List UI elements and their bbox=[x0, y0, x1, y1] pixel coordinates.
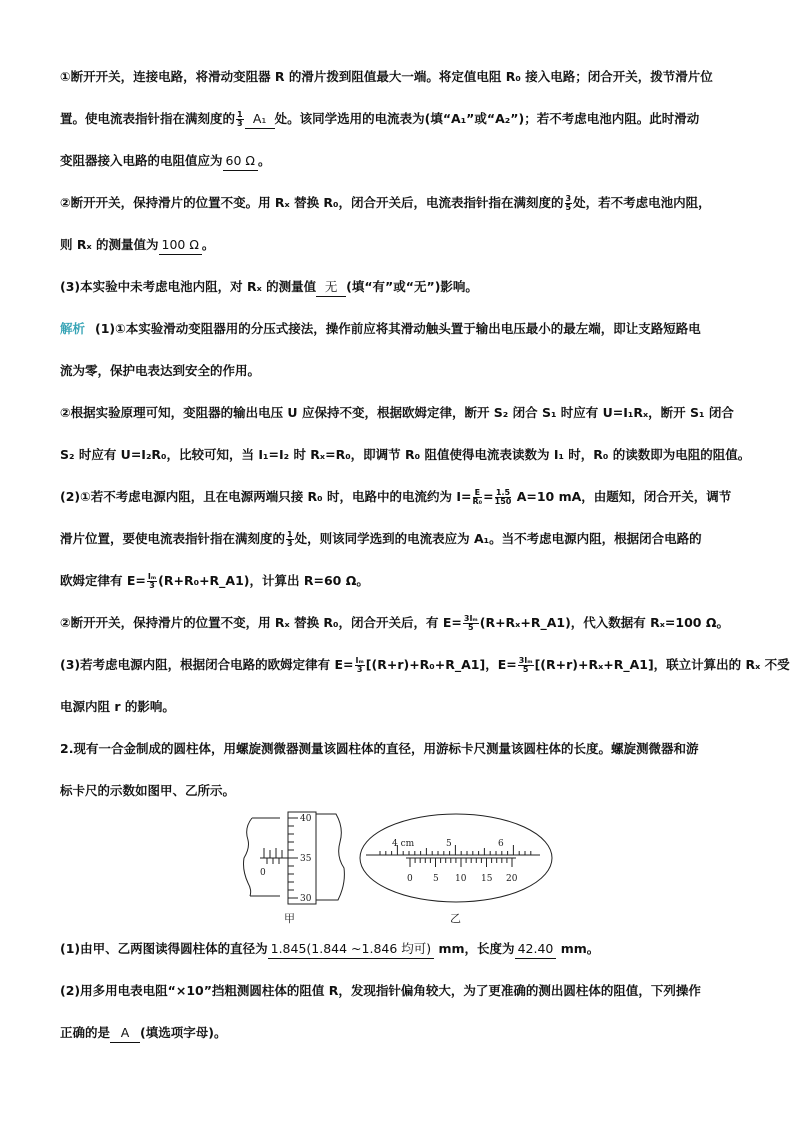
caliper-vernier-10: 10 bbox=[455, 874, 467, 884]
line-text: 滑片位置，要使电流表指针指在满刻度的 bbox=[60, 531, 286, 546]
text-line bbox=[60, 698, 750, 716]
fraction-numerator: 1.5 bbox=[495, 488, 511, 497]
text-line bbox=[60, 68, 750, 86]
caliper-main-6: 6 bbox=[498, 839, 504, 849]
text-line bbox=[60, 320, 750, 338]
line-text: ②断开开关，保持滑片的位置不变。用 Rₓ 替换 R₀，闭合开关后，电流表指针指在满刻度的 bbox=[60, 195, 564, 210]
fraction bbox=[147, 573, 157, 590]
line-text: [(R+r)+Rₓ+R_A1]，联立计算出的 Rₓ 不受 bbox=[534, 657, 790, 672]
text-line bbox=[60, 152, 750, 171]
line-text: (2)用多用电表电阻“×10”挡粗测圆柱体的阻值 R，发现指针偏角较大，为了更准确的测出圆柱体的阻值，下列操作 bbox=[60, 983, 701, 998]
text-line bbox=[60, 446, 750, 464]
fraction bbox=[495, 489, 512, 506]
line-text: ②根据实验原理可知，变阻器的输出电压 U 应保持不变，根据欧姆定律，断开 S₂ 闭合 S₁ 时应有 U=I₁Rₓ，断开 S₁ 闭合 bbox=[60, 405, 734, 420]
caliper-main-4cm: 4 cm bbox=[392, 839, 415, 849]
fraction-denominator: 3 bbox=[237, 119, 243, 128]
line-text: 处，若不考虑电池内阻， bbox=[573, 195, 711, 210]
micrometer-drawing bbox=[244, 812, 345, 904]
fraction bbox=[463, 615, 479, 632]
line-text: 处，则该同学选到的电流表应为 A₁。当不考虑电源内阻，根据闭合电路的 bbox=[294, 531, 702, 546]
line-text: (2)①若不考虑电源内阻，且在电源两端只接 R₀ 时，电路中的电流约为 I= bbox=[60, 489, 472, 504]
text-line bbox=[60, 530, 750, 548]
caption-yi: 乙 bbox=[450, 912, 461, 925]
answer-blank: 1.845(1.844 ~1.846 均可) bbox=[268, 940, 435, 959]
answer-blank: 42.40 bbox=[515, 940, 557, 959]
fraction-numerator: E bbox=[473, 489, 483, 498]
line-text: 标卡尺的示数如图甲、乙所示。 bbox=[60, 783, 236, 798]
line-text: ①断开开关，连接电路，将滑动变阻器 R 的滑片拨到阻值最大一端。将定值电阻 R₀ 接入电路；闭合开关，拨节滑片位 bbox=[60, 69, 713, 84]
text-line bbox=[60, 572, 750, 590]
fraction-numerator: 1 bbox=[287, 530, 293, 539]
fraction-numerator: Iₘ bbox=[355, 656, 364, 665]
caliper-vernier-15: 15 bbox=[481, 874, 493, 884]
fraction-numerator: 3Iₘ bbox=[518, 656, 533, 665]
text-line bbox=[60, 782, 750, 800]
caliper-vernier-20: 20 bbox=[506, 874, 518, 884]
text-line bbox=[60, 278, 750, 297]
answer-blank: 60 Ω bbox=[223, 152, 258, 171]
text-line bbox=[60, 236, 750, 255]
fraction bbox=[518, 657, 534, 674]
line-text: (3)若考虑电源内阻，根据闭合电路的欧姆定律有 E= bbox=[60, 657, 354, 672]
line-text: 变阻器接入电路的电阻值应为 bbox=[60, 153, 223, 168]
answer-blank: A bbox=[110, 1024, 140, 1043]
caliper-drawing bbox=[360, 814, 552, 902]
fraction-denominator: 5 bbox=[565, 203, 572, 212]
fraction-numerator: 3Iₘ bbox=[463, 614, 478, 623]
fraction-denominator: R₀ bbox=[472, 497, 483, 506]
line-text: 置。使电流表指针指在满刻度的 bbox=[60, 111, 236, 126]
fraction-numerator: 3 bbox=[565, 194, 572, 203]
line-text: ②断开开关，保持滑片的位置不变，用 Rₓ 替换 R₀，闭合开关后，有 E= bbox=[60, 615, 462, 630]
line-text: (R+R₀+R_A1)，计算出 R=60 Ω。 bbox=[158, 573, 369, 588]
line-text: 。 bbox=[201, 237, 215, 252]
line-text: 正确的是 bbox=[60, 1025, 111, 1040]
caliper-main-5: 5 bbox=[446, 839, 452, 849]
text-line bbox=[60, 1024, 750, 1043]
micrometer-zero: 0 bbox=[260, 868, 266, 878]
answer-blank: 100 Ω bbox=[159, 236, 202, 255]
line-text: (填“A₁”或“A₂”)；若不考虑电池内阻。此时滑动 bbox=[424, 111, 700, 126]
analysis-tag: 解析 bbox=[60, 321, 86, 336]
text-line bbox=[60, 940, 750, 959]
text-line bbox=[60, 740, 750, 758]
text-line bbox=[60, 656, 790, 674]
line-text: (填选项字母)。 bbox=[140, 1025, 227, 1040]
fraction bbox=[355, 657, 365, 674]
line-text: 2.现有一合金制成的圆柱体，用螺旋测微器测量该圆柱体的直径，用游标卡尺测量该圆柱体的长度。螺旋测微器和游 bbox=[60, 741, 699, 756]
line-text: 电源内阻 r 的影响。 bbox=[60, 699, 175, 714]
line-text: 流为零，保护电表达到安全的作用。 bbox=[60, 363, 261, 378]
fraction-denominator: 3 bbox=[287, 539, 293, 548]
caption-jia: 甲 bbox=[284, 912, 295, 925]
text-line bbox=[60, 362, 750, 380]
fraction-denominator: 3 bbox=[149, 581, 155, 590]
line-text: (1)①本实验滑动变阻器用的分压式接法，操作前应将其滑动触头置于输出电压最小的最左端，即让支路短路电 bbox=[95, 321, 701, 336]
line-text: mm，长度为 bbox=[434, 941, 515, 956]
text-line bbox=[60, 404, 750, 422]
line-text: (填“有”或“无”)影响。 bbox=[346, 279, 478, 294]
line-text: (R+Rₓ+R_A1)，代入数据有 Rₓ=100 Ω。 bbox=[479, 615, 729, 630]
line-text: (1)由甲、乙两图读得圆柱体的直径为 bbox=[60, 941, 268, 956]
caliper-vernier-0: 0 bbox=[407, 874, 413, 884]
line-text: A=10 mA，由题知，闭合开关，调节 bbox=[512, 489, 732, 504]
line-text: 欧姆定律有 E= bbox=[60, 573, 146, 588]
text-line bbox=[60, 194, 750, 212]
line-text: mm。 bbox=[556, 941, 600, 956]
line-text: S₂ 时应有 U=I₂R₀，比较可知，当 I₁=I₂ 时 Rₓ=R₀，即调节 R₀ 阻值使得电流表读数为 I₁ 时，R₀ 的读数即为电阻的阻值。 bbox=[60, 447, 751, 462]
line-text: (3)本实验中未考虑电池内阻，对 Rₓ 的测量值 bbox=[60, 279, 317, 294]
fraction bbox=[473, 489, 483, 506]
fraction-numerator: 1 bbox=[237, 110, 243, 119]
text-line bbox=[60, 488, 750, 506]
micrometer-tick-35: 35 bbox=[300, 854, 312, 864]
fraction-denominator: 5 bbox=[468, 623, 474, 632]
line-text: 则 Rₓ 的测量值为 bbox=[60, 237, 159, 252]
answer-blank: 无 bbox=[316, 278, 346, 297]
fraction bbox=[236, 111, 244, 128]
fraction-denominator: 150 bbox=[494, 497, 512, 506]
caliper-vernier-5: 5 bbox=[433, 874, 439, 884]
text-line bbox=[60, 110, 750, 129]
micrometer-tick-30: 30 bbox=[300, 894, 312, 904]
line-text: [(R+r)+R₀+R_A1]，E= bbox=[365, 657, 517, 672]
fraction bbox=[565, 195, 573, 212]
text-line bbox=[60, 982, 750, 1000]
line-text: = bbox=[483, 489, 494, 504]
micrometer-tick-40: 40 bbox=[300, 814, 312, 824]
measurement-figure bbox=[240, 808, 556, 928]
fraction-denominator: 5 bbox=[522, 665, 529, 674]
fraction-denominator: 3 bbox=[356, 665, 363, 674]
text-line bbox=[60, 614, 750, 632]
line-text: 处。该同学选用的电流表为 bbox=[274, 111, 425, 126]
fraction-numerator: Iₘ bbox=[147, 572, 157, 581]
fraction bbox=[286, 531, 294, 548]
line-text: 。 bbox=[257, 153, 271, 168]
answer-blank: A₁ bbox=[245, 110, 275, 129]
